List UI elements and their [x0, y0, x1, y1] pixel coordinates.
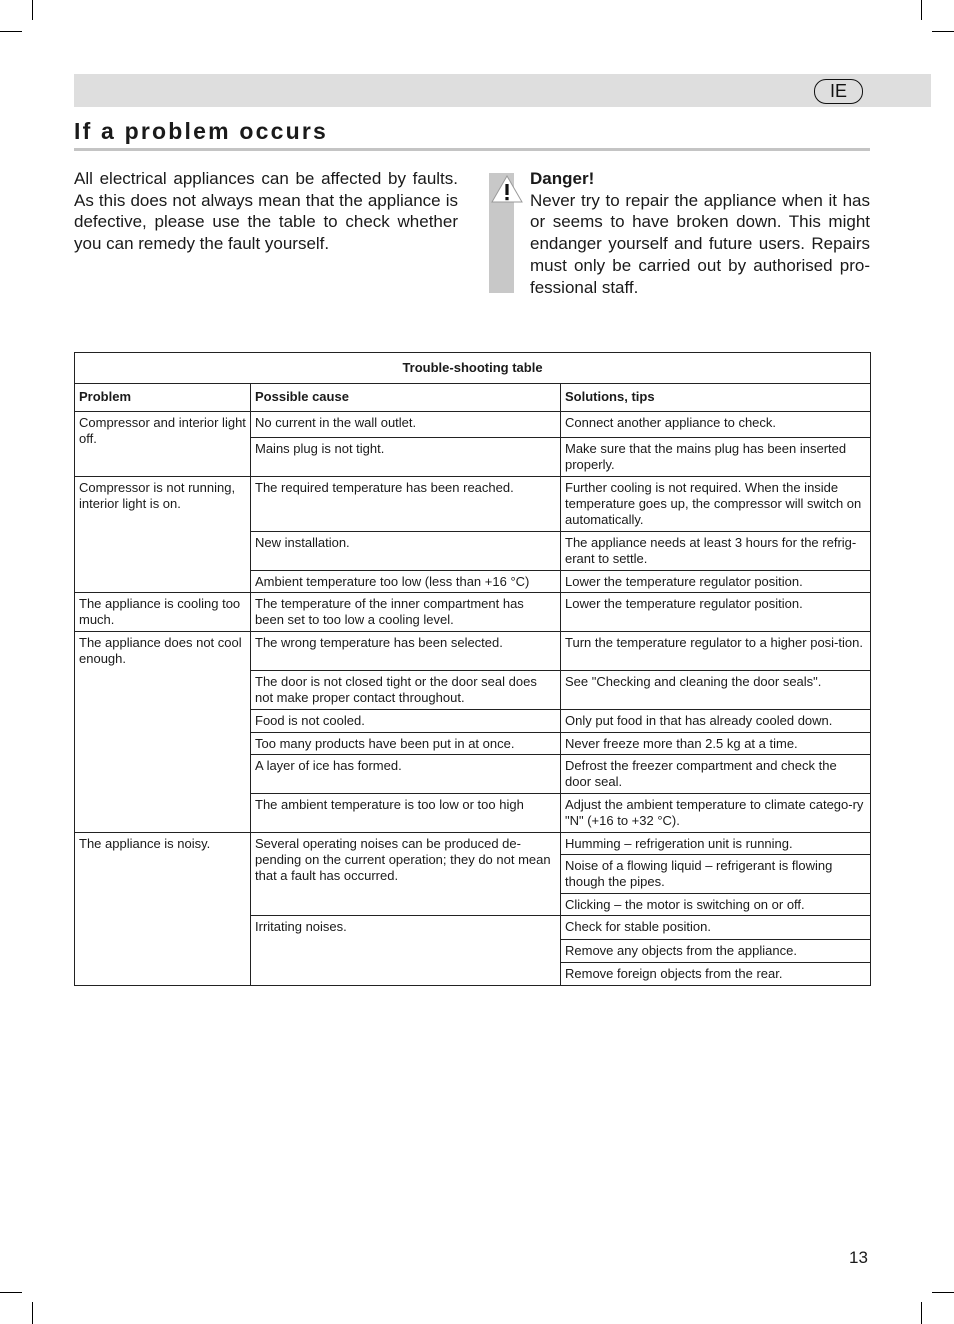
cause-cell: The temperature of the inner compartment has been set to too low a cooling level.	[251, 593, 561, 632]
intro-paragraph: All electrical appliances can be affected by faults. As this does not always mean that the appliance is defective, please use the table to check whether you can remedy the fault yourself.	[74, 169, 458, 254]
cause-cell: The required temperature has been reached.	[251, 477, 561, 532]
cause-cell: Mains plug is not tight.	[251, 438, 561, 477]
solution-cell: Clicking – the motor is switching on or off.	[561, 894, 871, 916]
solution-cell: Defrost the freezer compartment and check the door seal.	[561, 755, 871, 794]
language-badge: IE	[814, 79, 863, 104]
column-header-cause: Possible cause	[251, 384, 561, 412]
solution-cell: Humming – refrigeration unit is running.	[561, 833, 871, 855]
table-row	[75, 412, 871, 438]
cause-cell: The door is not closed tight or the door seal does not make proper contact throughout.	[251, 671, 561, 710]
crop-mark	[921, 1302, 922, 1324]
solution-cell: Connect another appliance to check.	[561, 412, 871, 438]
cause-cell: Several operating noises can be produced de-pending on the current operation; they do not mean that a fault has occurred.	[251, 833, 561, 916]
cause-cell: Food is not cooled.	[251, 710, 561, 733]
solution-cell: Never freeze more than 2.5 kg at a time.	[561, 733, 871, 755]
crop-mark	[932, 31, 954, 32]
danger-body: Never try to repair the appliance when it has or seems to have broken down. This might endanger yourself and future users. Repairs must only be carried out by authorised pro-fessional staff.	[530, 190, 870, 297]
problem-cell: The appliance does not cool enough.	[75, 632, 251, 833]
crop-mark	[32, 0, 33, 20]
solution-cell: Check for stable position.	[561, 916, 871, 940]
column-header-solution: Solutions, tips	[561, 384, 871, 412]
solution-cell: See "Checking and cleaning the door seals".	[561, 671, 871, 710]
cause-cell: New installation.	[251, 532, 561, 571]
danger-notice	[530, 168, 870, 298]
table-row	[75, 632, 871, 671]
table-caption: Trouble-shooting table	[75, 353, 871, 384]
crop-mark	[0, 31, 22, 32]
crop-mark	[921, 0, 922, 20]
column-header-problem: Problem	[75, 384, 251, 412]
crop-mark	[932, 1292, 954, 1293]
solution-cell: Lower the temperature regulator position.	[561, 593, 871, 632]
solution-cell: Lower the temperature regulator position.	[561, 571, 871, 593]
danger-heading: Danger!	[530, 169, 595, 188]
crop-mark	[0, 1292, 22, 1293]
table-row	[75, 477, 871, 532]
solution-cell: Remove any objects from the appliance.	[561, 940, 871, 963]
table-row	[75, 593, 871, 632]
troubleshooting-table	[74, 352, 871, 986]
cause-cell: Ambient temperature too low (less than +16 °C)	[251, 571, 561, 593]
title-rule	[74, 148, 870, 151]
solution-cell: Only put food in that has already cooled down.	[561, 710, 871, 733]
cause-cell: The ambient temperature is too low or too high	[251, 794, 561, 833]
page-number: 13	[849, 1248, 868, 1267]
solution-cell: Turn the temperature regulator to a higher posi-tion.	[561, 632, 871, 671]
cause-cell: No current in the wall outlet.	[251, 412, 561, 438]
solution-cell: Remove foreign objects from the rear.	[561, 963, 871, 986]
problem-cell: The appliance is cooling too much.	[75, 593, 251, 632]
cause-cell: Irritating noises.	[251, 916, 561, 986]
table-row	[75, 833, 871, 855]
cause-cell: The wrong temperature has been selected.	[251, 632, 561, 671]
cause-cell: A layer of ice has formed.	[251, 755, 561, 794]
solution-cell: Further cooling is not required. When the inside temperature goes up, the compressor will switch on automatically.	[561, 477, 871, 532]
header-bar	[74, 74, 931, 107]
problem-cell: The appliance is noisy.	[75, 833, 251, 986]
solution-cell: Adjust the ambient temperature to climate catego-ry "N" (+16 to +32 °C).	[561, 794, 871, 833]
problem-cell: Compressor and interior light off.	[75, 412, 251, 477]
crop-mark	[32, 1302, 33, 1324]
solution-cell: Noise of a flowing liquid – refrigerant is flowing though the pipes.	[561, 855, 871, 894]
problem-cell: Compressor is not running, interior light is on.	[75, 477, 251, 593]
warning-triangle-icon	[491, 174, 523, 204]
solution-cell: Make sure that the mains plug has been inserted properly.	[561, 438, 871, 477]
page-title: If a problem occurs	[74, 118, 328, 144]
solution-cell: The appliance needs at least 3 hours for the refrig-erant to settle.	[561, 532, 871, 571]
cause-cell: Too many products have been put in at once.	[251, 733, 561, 755]
